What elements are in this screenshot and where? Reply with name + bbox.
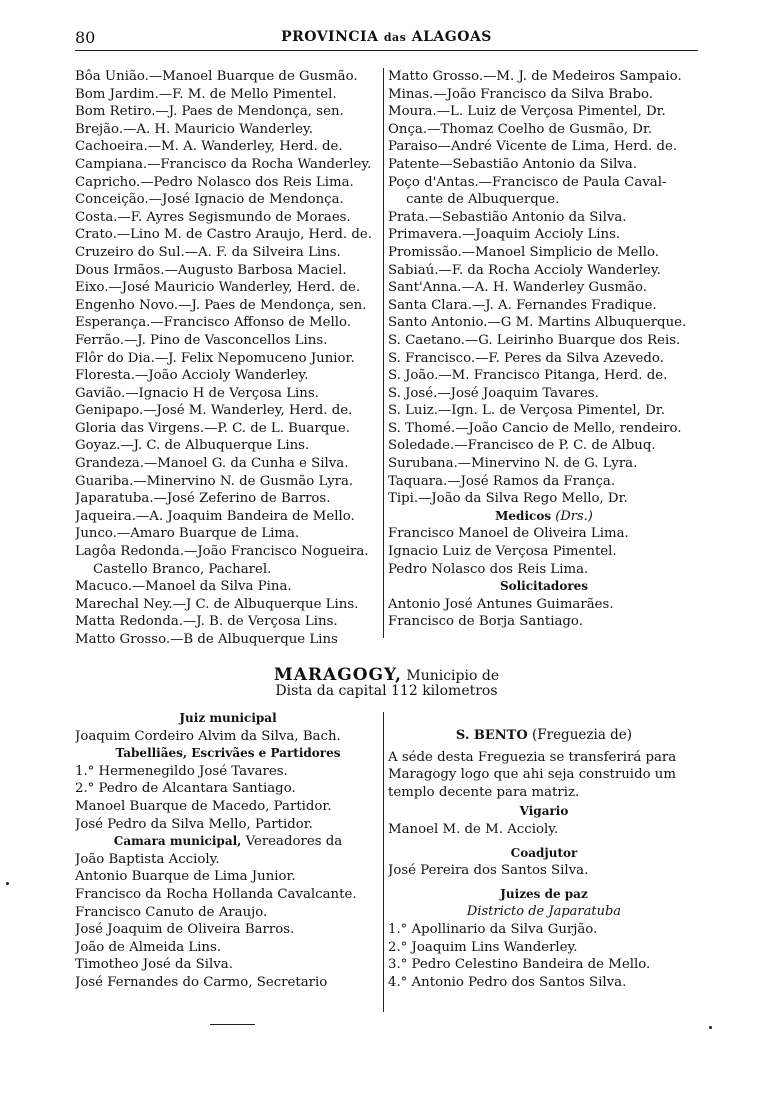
vereador-entry: José Fernandes do Carmo, Secretario bbox=[75, 974, 328, 990]
tabelliao-entry: 1.° Hermenegildo José Tavares. bbox=[75, 763, 288, 779]
municipality-name: MARAGOGY, bbox=[273, 665, 402, 685]
estate-entry: Brejão.—A. H. Mauricio Wanderley. bbox=[75, 121, 313, 137]
estate-entry: Matto Grosso.—B de Albuquerque Lins bbox=[75, 632, 338, 647]
estate-entry: Esperança.—Francisco Affonso de Mello. bbox=[75, 315, 351, 331]
estate-entry: Flôr do Dia.—J. Felix Nepomuceno Junior. bbox=[75, 350, 355, 366]
juizes-heading: Juizes de paz bbox=[500, 886, 588, 901]
estate-entry: Guariba.—Minervino N. de Gusmão Lyra. bbox=[75, 473, 354, 489]
juiz-name: Joaquim Cordeiro Alvim da Silva, Bach. bbox=[75, 728, 341, 744]
estate-entry: Lagôa Redonda.—João Francisco Nogueira. bbox=[75, 544, 369, 560]
closing-rule bbox=[210, 1024, 255, 1025]
estate-entry: Sabiaú.—F. da Rocha Accioly Wanderley. bbox=[388, 262, 661, 278]
estate-entry: Sant'Anna.—A. H. Wanderley Gusmão. bbox=[388, 280, 648, 296]
camara-list bbox=[75, 851, 381, 992]
estate-entry: Bom Jardim.—F. M. de Mello Pimentel. bbox=[75, 86, 337, 102]
juiz-de-paz-entry: 3.° Pedro Celestino Bandeira de Mello. bbox=[388, 957, 651, 973]
estate-entry: Gavião.—Ignacio H de Verçosa Lins. bbox=[75, 385, 319, 401]
coadjutor-heading: Coadjutor bbox=[510, 845, 578, 860]
vereador-entry: Francisco Canuto de Araujo. bbox=[75, 904, 268, 920]
juizes-district bbox=[388, 903, 700, 921]
estate-entry: Junco.—Amaro Buarque de Lima. bbox=[75, 526, 300, 542]
bottom-left-column bbox=[75, 710, 381, 992]
medico-entry: Pedro Nolasco dos Reis Lima. bbox=[388, 561, 589, 577]
estate-entry: Paraiso—André Vicente de Lima, Herd. de. bbox=[388, 139, 678, 155]
estate-entry: Japaratuba.—José Zeferino de Barros. bbox=[75, 491, 331, 507]
estate-entry: Eixo.—José Mauricio Wanderley, Herd. de. bbox=[75, 280, 361, 296]
estate-entry: Primavera.—Joaquim Accioly Lins. bbox=[388, 227, 621, 243]
coadjutor-name: José Pereira dos Santos Silva. bbox=[388, 863, 589, 879]
camara-heading-suffix: Vereadores da bbox=[245, 834, 343, 850]
freguezia-text-line: templo decente para matriz. bbox=[388, 784, 580, 800]
camara-heading-text: Camara municipal, bbox=[113, 834, 242, 849]
estate-entry: Patente—Sebastião Antonio da Silva. bbox=[388, 156, 638, 172]
estate-entry: Santa Clara.—J. A. Fernandes Fradique. bbox=[388, 297, 657, 313]
speck bbox=[6, 882, 9, 885]
estate-entry: Gloria das Virgens.—P. C. de L. Buarque. bbox=[75, 420, 350, 436]
solicitador-entry: Francisco de Borja Santiago. bbox=[388, 614, 583, 630]
top-column-divider bbox=[383, 68, 384, 638]
tabelliao-entry: José Pedro da Silva Mello, Partidor. bbox=[75, 816, 313, 832]
estate-entry: Soledade.—Francisco de P. C. de Albuq. bbox=[388, 438, 656, 454]
estate-entry: Minas.—João Francisco da Silva Brabo. bbox=[388, 86, 653, 102]
medicos-heading-text: Medicos bbox=[495, 508, 552, 523]
estate-entry: Taquara.—José Ramos da França. bbox=[388, 473, 616, 489]
top-right-column bbox=[388, 68, 700, 631]
medicos-list bbox=[388, 525, 700, 578]
estate-list-right bbox=[388, 68, 700, 508]
estate-entry: Prata.—Sebastião Antonio da Silva. bbox=[388, 209, 627, 225]
estate-entry: Macuco.—Manoel da Silva Pina. bbox=[75, 579, 292, 595]
estate-entry: Grandeza.—Manoel G. da Cunha e Silva. bbox=[75, 456, 349, 472]
estate-entry: S. João.—M. Francisco Pitanga, Herd. de. bbox=[388, 368, 668, 384]
vigario-name: Manoel M. de M. Accioly. bbox=[388, 821, 559, 837]
vereador-entry: Francisco da Rocha Hollanda Cavalcante. bbox=[75, 886, 357, 902]
freguezia-text-line: A séde desta Freguezia se transferirá para bbox=[388, 749, 677, 765]
juiz-de-paz-entry: 4.° Antonio Pedro dos Santos Silva. bbox=[388, 974, 627, 990]
vereador-entry: João Baptista Accioly. bbox=[75, 851, 220, 867]
tabelliao-entry: Manoel Buarque de Macedo, Partidor. bbox=[75, 798, 332, 814]
estate-entry: Promissão.—Manoel Simplicio de Mello. bbox=[388, 244, 660, 260]
freguezia-text bbox=[388, 749, 700, 802]
estate-entry: Jaqueira.—A. Joaquim Bandeira de Mello. bbox=[75, 508, 355, 524]
estate-entry: S. Thomé.—João Cancio de Mello, rendeiro. bbox=[388, 420, 682, 436]
bottom-column-divider bbox=[383, 712, 384, 1012]
estate-entry: cante de Albuquerque. bbox=[406, 192, 560, 208]
juiz-de-paz-entry: 1.° Apollinario da Silva Gurjão. bbox=[388, 921, 598, 937]
section-title bbox=[75, 665, 698, 685]
estate-entry: Onça.—Thomaz Coelho de Gusmão, Dr. bbox=[388, 121, 653, 137]
estate-entry: Poço d'Antas.—Francisco de Paula Caval- bbox=[388, 174, 667, 190]
estate-entry: Ferrão.—J. Pino de Vasconcellos Lins. bbox=[75, 332, 328, 348]
estate-entry: Cruzeiro do Sul.—A. F. da Silveira Lins. bbox=[75, 244, 341, 260]
tabelliao-entry: 2.° Pedro de Alcantara Santiago. bbox=[75, 781, 296, 797]
municipality-suffix: Municipio de bbox=[406, 668, 500, 684]
running-head-end: ALAGOAS bbox=[411, 29, 492, 45]
juiz-de-paz-entry: 2.° Joaquim Lins Wanderley. bbox=[388, 939, 578, 955]
tabelliaes-list bbox=[75, 763, 381, 833]
vereador-entry: João de Almeida Lins. bbox=[75, 939, 222, 955]
juizes-list bbox=[388, 921, 700, 991]
solicitador-entry: Antonio José Antunes Guimarães. bbox=[388, 596, 614, 612]
freguezia-suffix: (Freguezia de) bbox=[531, 727, 633, 743]
estate-entry: Floresta.—João Accioly Wanderley. bbox=[75, 368, 309, 384]
page-header bbox=[75, 28, 698, 51]
juiz-heading: Juiz municipal bbox=[179, 711, 277, 725]
freguezia-name: S. BENTO bbox=[455, 728, 528, 743]
medico-entry: Francisco Manoel de Oliveira Lima. bbox=[388, 526, 629, 542]
page-number: 80 bbox=[75, 28, 96, 47]
medicos-heading-suffix: (Drs.) bbox=[555, 508, 593, 524]
estate-entry: Marechal Ney.—J C. de Albuquerque Lins. bbox=[75, 596, 359, 612]
camara-heading bbox=[75, 833, 381, 851]
vereador-entry: José Joaquim de Oliveira Barros. bbox=[75, 922, 295, 938]
section-distance: Dista da capital 112 kilometros bbox=[275, 683, 498, 699]
estate-entry: Surubana.—Minervino N. de G. Lyra. bbox=[388, 456, 638, 472]
estate-entry: Engenho Novo.—J. Paes de Mendonça, sen. bbox=[75, 297, 367, 313]
estate-entry: Matta Redonda.—J. B. de Verçosa Lins. bbox=[75, 614, 338, 630]
running-head-small: das bbox=[383, 31, 407, 44]
vigario-heading: Vigario bbox=[519, 804, 569, 819]
juizes-district-text: Districto de Japaratuba bbox=[466, 904, 622, 920]
estate-entry: S. Caetano.—G. Leirinho Buarque dos Reis. bbox=[388, 332, 681, 348]
estate-entry: S. Francisco.—F. Peres da Silva Azevedo. bbox=[388, 350, 664, 366]
estate-entry: Castello Branco, Pacharel. bbox=[93, 561, 272, 577]
top-left-column bbox=[75, 68, 381, 649]
running-head-main: PROVINCIA bbox=[281, 29, 379, 45]
medico-entry: Ignacio Luiz de Verçosa Pimentel. bbox=[388, 544, 617, 560]
bottom-right-column bbox=[388, 727, 700, 991]
solicitadores-list bbox=[388, 596, 700, 631]
estate-entry: Tipi.—João da Silva Rego Mello, Dr. bbox=[388, 491, 628, 507]
estate-entry: Moura.—L. Luiz de Verçosa Pimentel, Dr. bbox=[388, 104, 666, 120]
estate-entry: Capricho.—Pedro Nolasco dos Reis Lima. bbox=[75, 174, 354, 190]
tabelliaes-heading: Tabelliães, Escrivães e Partidores bbox=[115, 746, 341, 761]
estate-entry: Bôa União.—Manoel Buarque de Gusmão. bbox=[75, 69, 358, 84]
estate-entry: Costa.—F. Ayres Segismundo de Moraes. bbox=[75, 209, 351, 225]
freguezia-text-line: Maragogy logo que ahi seja construido um bbox=[388, 767, 676, 783]
estate-entry: Matto Grosso.—M. J. de Medeiros Sampaio. bbox=[388, 69, 682, 84]
estate-entry: Santo Antonio.—G M. Martins Albuquerque. bbox=[388, 315, 687, 331]
vereador-entry: Timotheo José da Silva. bbox=[75, 957, 233, 973]
solicitadores-heading: Solicitadores bbox=[499, 579, 589, 594]
estate-entry: Cachoeira.—M. A. Wanderley, Herd. de. bbox=[75, 139, 343, 155]
running-head bbox=[75, 29, 698, 45]
estate-entry: S. José.—José Joaquim Tavares. bbox=[388, 385, 599, 401]
estate-entry: Crato.—Lino M. de Castro Araujo, Herd. de. bbox=[75, 227, 372, 243]
estate-entry: Bom Retiro.—J. Paes de Mendonça, sen. bbox=[75, 104, 344, 120]
estate-entry: Campiana.—Francisco da Rocha Wanderley. bbox=[75, 156, 372, 172]
estate-entry: Goyaz.—J. C. de Albuquerque Lins. bbox=[75, 438, 310, 454]
estate-entry: Genipapo.—José M. Wanderley, Herd. de. bbox=[75, 403, 353, 419]
speck bbox=[709, 1026, 712, 1029]
vereador-entry: Antonio Buarque de Lima Junior. bbox=[75, 869, 296, 885]
freguezia-heading bbox=[388, 727, 700, 745]
estate-entry: S. Luiz.—Ign. L. de Verçosa Pimentel, Dr. bbox=[388, 403, 665, 419]
medicos-heading bbox=[388, 508, 700, 526]
estate-entry: Dous Irmãos.—Augusto Barbosa Maciel. bbox=[75, 262, 347, 278]
estate-entry: Conceição.—José Ignacio de Mendonça. bbox=[75, 192, 344, 208]
